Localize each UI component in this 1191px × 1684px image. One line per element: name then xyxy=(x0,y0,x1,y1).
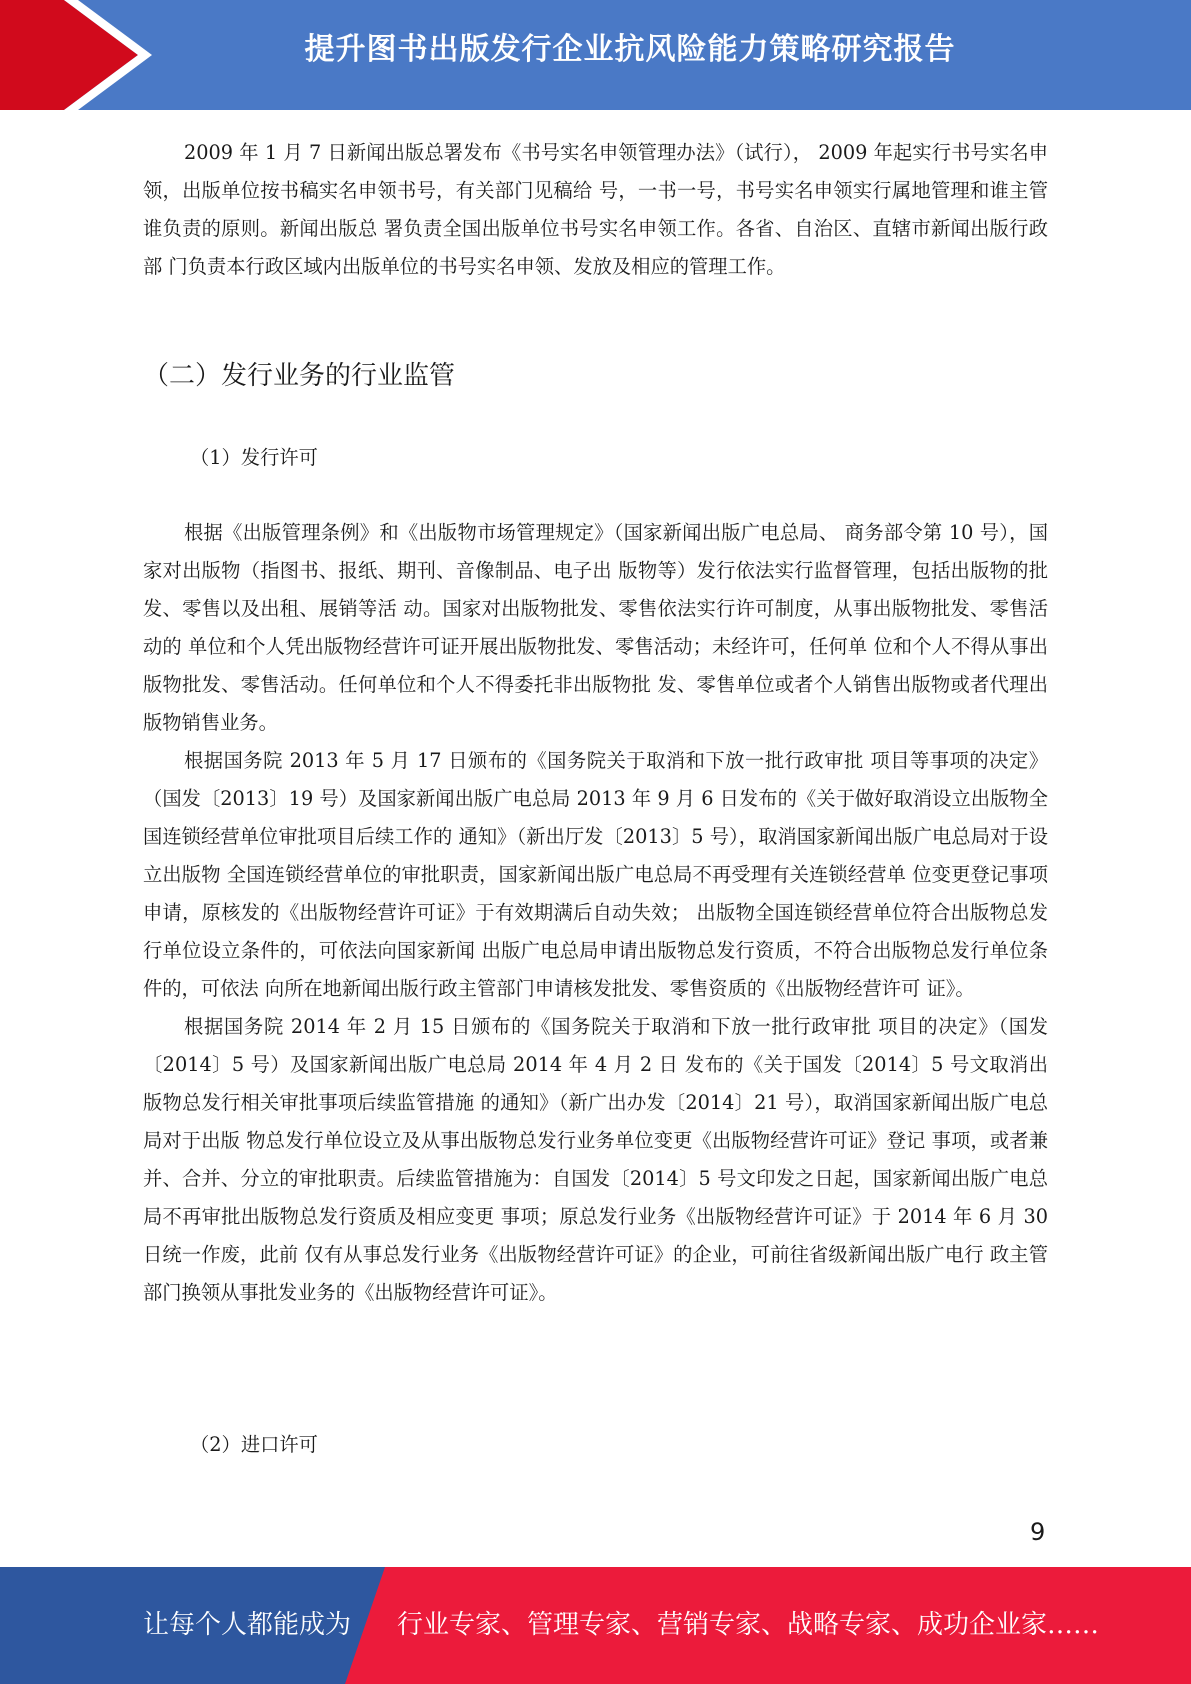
page-number: 9 xyxy=(1030,1518,1046,1546)
footer-slogan-left: 让每个人都能成为 xyxy=(143,1610,352,1640)
body-paragraph: 根据《出版管理条例》和《出版物市场管理规定》（国家新闻出版广电总局、 商务部令第 10 号），国家对出版物（指图书、报纸、期刊、音像制品、电子出 版物等）发行依法实行监督管理，包括出版物的批发、零售以及出租、展销等活 动。国家对出版物批发、零售依法实行许可制度，从事出版物批发、零售活动的 单位和个人凭出版物经营许可证开展出版物批发、零售活动；未经许可，任何单 位和个人不得从事出版物批发、零售活动。任何单位和个人不得委托非出版物批 发、零售单位或者个人销售出版物或者代理出版物销售业务。 xyxy=(143,521,1048,734)
page-footer xyxy=(0,1567,1191,1684)
subsection-heading-2: （2）进口许可 xyxy=(190,1433,318,1456)
intro-paragraph: 2009 年 1 月 7 日新闻出版总署发布《书号实名申领管理办法》（试行）， 2009 年起实行书号实名申领，出版单位按书稿实名申领书号，有关部门见稿给 号，一书一号，书号实名申领实行属地管理和谁主管谁负责的原则。新闻出版总 署负责全国出版单位书号实名申领工作。各省、自治区、直辖市新闻出版行政部 门负责本行政区域内出版单位的书号实名申领、发放及相应的管理工作。 xyxy=(143,141,1048,278)
main-text xyxy=(143,514,1048,1312)
section-heading: （二）发行业务的行业监管 xyxy=(143,361,456,391)
page-header xyxy=(0,0,1191,111)
body-paragraph: 根据国务院 2013 年 5 月 17 日颁布的《国务院关于取消和下放一批行政审批 项目等事项的决定》（国发〔2013〕19 号）及国家新闻出版广电总局 2013 年 9 月 6 日发布的《关于做好取消设立出版物全国连锁经营单位审批项目后续工作的 通知》（新出厅发〔2013〕5 号），取消国家新闻出版广电总局对于设立出版物 全国连锁经营单位的审批职责，国家新闻出版广电总局不再受理有关连锁经营单 位变更登记事项申请，原核发的《出版物经营许可证》于有效期满后自动失效； 出版物全国连锁经营单位符合出版物总发行单位设立条件的，可依法向国家新闻 出版广电总局申请出版物总发行资质，不符合出版物总发行单位条件的，可依法 向所在地新闻出版行政主管部门申请核发批发、零售资质的《出版物经营许可 证》。 xyxy=(143,749,1048,1000)
body-paragraph: 根据国务院 2014 年 2 月 15 日颁布的《国务院关于取消和下放一批行政审批 项目的决定》（国发〔2014〕5 号）及国家新闻出版广电总局 2014 年 4 月 2 日 发布的《关于国发〔2014〕5 号文取消出版物总发行相关审批事项后续监管措施 的通知》（新广出办发〔2014〕21 号），取消国家新闻出版广电总局对于出版 物总发行单位设立及从事出版物总发行业务单位变更《出版物经营许可证》登记 事项，或者兼并、合并、分立的审批职责。后续监管措施为：自国发〔2014〕5 号文印发之日起，国家新闻出版广电总局不再审批出版物总发行资质及相应变更 事项；原总发行业务《出版物经营许可证》于 2014 年 6 月 30 日统一作废，此前 仅有从事总发行业务《出版物经营许可证》的企业，可前往省级新闻出版广电行 政主管部门换领从事批发业务的《出版物经营许可证》。 xyxy=(143,1015,1049,1304)
report-title: 提升图书出版发行企业抗风险能力策略研究报告 xyxy=(304,32,956,67)
footer-slogan-right: 行业专家、管理专家、营销专家、战略专家、成功企业家…… xyxy=(397,1610,1100,1640)
intro-section xyxy=(143,134,1048,286)
subsection-heading-1: （1）发行许可 xyxy=(190,446,318,469)
